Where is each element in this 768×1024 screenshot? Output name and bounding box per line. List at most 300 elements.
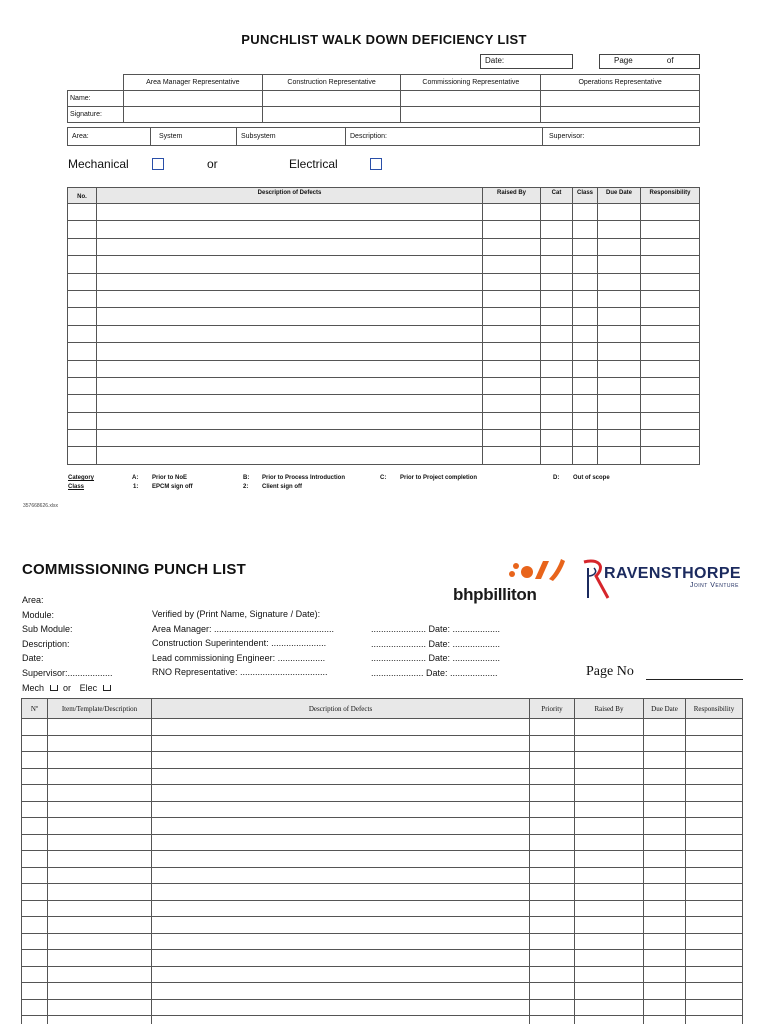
mech-checkbox[interactable] xyxy=(50,685,58,691)
table-cell[interactable] xyxy=(152,966,530,983)
table-cell[interactable] xyxy=(97,343,483,360)
table-cell[interactable] xyxy=(530,917,575,934)
table-cell[interactable] xyxy=(641,395,700,412)
table-cell[interactable] xyxy=(483,343,541,360)
system-field[interactable]: System xyxy=(151,128,237,146)
table-cell[interactable] xyxy=(686,768,743,785)
table-cell[interactable] xyxy=(598,395,641,412)
table-cell[interactable] xyxy=(641,343,700,360)
table-cell[interactable] xyxy=(530,785,575,802)
role-lead-commissioning-engineer[interactable]: Lead commissioning Engineer: ................... xyxy=(152,652,326,663)
representatives-table xyxy=(67,74,700,123)
table-cell[interactable] xyxy=(541,395,573,412)
table-cell[interactable] xyxy=(644,950,686,967)
header-responsibility: Responsibility xyxy=(641,188,700,204)
table-cell[interactable] xyxy=(644,867,686,884)
table-cell[interactable] xyxy=(575,735,644,752)
table-cell[interactable] xyxy=(541,377,573,394)
table-cell[interactable] xyxy=(483,360,541,377)
table-cell[interactable] xyxy=(152,735,530,752)
table-cell[interactable] xyxy=(644,801,686,818)
table-cell[interactable] xyxy=(686,785,743,802)
table-cell[interactable] xyxy=(641,325,700,342)
table-cell[interactable] xyxy=(68,273,97,290)
or-label: or xyxy=(63,683,72,693)
legend-d-text: Out of scope xyxy=(573,475,610,481)
mechanical-label: Mechanical xyxy=(68,157,129,171)
table-cell[interactable] xyxy=(483,377,541,394)
table-cell[interactable] xyxy=(644,966,686,983)
defect-row xyxy=(68,377,700,394)
legend-1-key: 1: xyxy=(133,484,139,490)
table-cell[interactable] xyxy=(644,917,686,934)
table-cell[interactable] xyxy=(48,917,152,934)
table-cell[interactable] xyxy=(575,884,644,901)
table-cell[interactable] xyxy=(644,1016,686,1024)
table-cell[interactable] xyxy=(641,430,700,447)
table-cell[interactable] xyxy=(573,204,598,221)
table-cell[interactable] xyxy=(644,752,686,769)
date-field[interactable] xyxy=(480,54,573,69)
table-cell[interactable] xyxy=(22,768,48,785)
table-cell[interactable] xyxy=(22,851,48,868)
table-cell[interactable] xyxy=(530,867,575,884)
table-cell[interactable] xyxy=(641,221,700,238)
table-cell[interactable] xyxy=(541,221,573,238)
defect-row xyxy=(68,238,700,255)
table-cell[interactable] xyxy=(573,256,598,273)
table-cell[interactable] xyxy=(573,343,598,360)
table-cell[interactable] xyxy=(483,412,541,429)
table-cell[interactable] xyxy=(573,430,598,447)
table-cell[interactable] xyxy=(48,933,152,950)
defect-row xyxy=(68,325,700,342)
header-class: Class xyxy=(573,188,598,204)
table-cell[interactable] xyxy=(686,867,743,884)
table-cell[interactable] xyxy=(686,719,743,736)
table-cell[interactable] xyxy=(686,884,743,901)
mech-label: Mech xyxy=(22,683,45,693)
table-cell[interactable] xyxy=(573,221,598,238)
table-cell[interactable] xyxy=(22,719,48,736)
table-cell[interactable] xyxy=(530,999,575,1016)
table-cell[interactable] xyxy=(48,851,152,868)
table-cell[interactable] xyxy=(483,273,541,290)
table-cell[interactable] xyxy=(530,884,575,901)
signature-cell[interactable] xyxy=(262,107,401,123)
table-cell[interactable] xyxy=(541,343,573,360)
table-cell[interactable] xyxy=(22,834,48,851)
role-date-3[interactable]: ...................... Date: ................... xyxy=(371,653,501,664)
commissioning-defect-row xyxy=(22,933,743,950)
defects2-header-row xyxy=(22,699,743,719)
signature-row xyxy=(68,107,700,123)
table-cell[interactable] xyxy=(22,917,48,934)
table-cell[interactable] xyxy=(152,917,530,934)
table-cell[interactable] xyxy=(483,325,541,342)
table-cell[interactable] xyxy=(541,447,573,464)
table-cell[interactable] xyxy=(68,377,97,394)
table-cell[interactable] xyxy=(598,343,641,360)
table-cell[interactable] xyxy=(686,851,743,868)
table-cell[interactable] xyxy=(483,447,541,464)
table-cell[interactable] xyxy=(541,273,573,290)
table-cell[interactable] xyxy=(598,204,641,221)
table-cell[interactable] xyxy=(22,735,48,752)
legend-a-text: Prior to NoE xyxy=(152,475,188,481)
commissioning-defect-row xyxy=(22,1016,743,1024)
table-cell[interactable] xyxy=(573,412,598,429)
table-cell[interactable] xyxy=(575,752,644,769)
table-cell[interactable] xyxy=(598,430,641,447)
table-cell[interactable] xyxy=(483,238,541,255)
table-cell[interactable] xyxy=(644,933,686,950)
table-cell[interactable] xyxy=(68,325,97,342)
table-cell[interactable] xyxy=(541,360,573,377)
table-cell[interactable] xyxy=(575,818,644,835)
table-cell[interactable] xyxy=(541,290,573,307)
electrical-checkbox[interactable] xyxy=(370,158,382,170)
table-cell[interactable] xyxy=(152,719,530,736)
table-cell[interactable] xyxy=(530,900,575,917)
table-cell[interactable] xyxy=(573,308,598,325)
table-cell[interactable] xyxy=(541,204,573,221)
table-cell[interactable] xyxy=(152,900,530,917)
table-cell[interactable] xyxy=(598,412,641,429)
name-cell[interactable] xyxy=(123,91,262,107)
table-cell[interactable] xyxy=(22,884,48,901)
table-cell[interactable] xyxy=(641,256,700,273)
table-cell[interactable] xyxy=(573,377,598,394)
supervisor-label: Supervisor:.................. xyxy=(22,667,113,678)
table-cell[interactable] xyxy=(575,966,644,983)
role-date-4[interactable]: ..................... Date: ................... xyxy=(371,667,498,678)
table-cell[interactable] xyxy=(48,752,152,769)
table-cell[interactable] xyxy=(598,447,641,464)
subsystem-field[interactable]: Subsystem xyxy=(237,128,346,146)
table-cell[interactable] xyxy=(530,752,575,769)
table-cell[interactable] xyxy=(152,851,530,868)
table-cell[interactable] xyxy=(22,801,48,818)
table-cell[interactable] xyxy=(641,412,700,429)
table-cell[interactable] xyxy=(575,983,644,1000)
table-cell[interactable] xyxy=(22,1016,48,1024)
table-cell[interactable] xyxy=(575,900,644,917)
table-cell[interactable] xyxy=(48,768,152,785)
table-cell[interactable] xyxy=(48,785,152,802)
table-cell[interactable] xyxy=(97,377,483,394)
table-cell[interactable] xyxy=(573,360,598,377)
table-cell[interactable] xyxy=(575,801,644,818)
table-cell[interactable] xyxy=(48,1016,152,1024)
table-cell[interactable] xyxy=(68,308,97,325)
table-cell[interactable] xyxy=(686,752,743,769)
commissioning-defects-table xyxy=(21,698,743,1024)
table-cell[interactable] xyxy=(530,950,575,967)
table-cell[interactable] xyxy=(48,950,152,967)
table-cell[interactable] xyxy=(530,818,575,835)
table-cell[interactable] xyxy=(644,735,686,752)
table-cell[interactable] xyxy=(152,1016,530,1024)
table-cell[interactable] xyxy=(641,360,700,377)
table-cell[interactable] xyxy=(575,933,644,950)
category-label: Category xyxy=(68,475,95,481)
table-cell[interactable] xyxy=(530,1016,575,1024)
table-cell[interactable] xyxy=(483,430,541,447)
table-cell[interactable] xyxy=(641,204,700,221)
table-cell[interactable] xyxy=(68,430,97,447)
table-cell[interactable] xyxy=(530,851,575,868)
table-cell[interactable] xyxy=(641,447,700,464)
table-cell[interactable] xyxy=(68,221,97,238)
table-cell[interactable] xyxy=(48,966,152,983)
table-cell[interactable] xyxy=(575,834,644,851)
role-area-manager[interactable]: Area Manager: ................................................ xyxy=(152,623,335,634)
table-cell[interactable] xyxy=(530,719,575,736)
table-cell[interactable] xyxy=(575,719,644,736)
table-cell[interactable] xyxy=(644,719,686,736)
table-cell[interactable] xyxy=(68,204,97,221)
page-no-line[interactable] xyxy=(646,679,743,680)
table-cell[interactable] xyxy=(686,999,743,1016)
table-cell[interactable] xyxy=(97,256,483,273)
table-cell[interactable] xyxy=(686,801,743,818)
table-cell[interactable] xyxy=(97,325,483,342)
table-cell[interactable] xyxy=(22,933,48,950)
file-reference: 357668626.xlsx xyxy=(23,503,59,509)
table-cell[interactable] xyxy=(530,966,575,983)
table-cell[interactable] xyxy=(644,884,686,901)
table-cell[interactable] xyxy=(152,999,530,1016)
table-cell[interactable] xyxy=(541,238,573,255)
table-cell[interactable] xyxy=(644,818,686,835)
table-cell[interactable] xyxy=(152,768,530,785)
table-cell[interactable] xyxy=(598,308,641,325)
table-cell[interactable] xyxy=(97,360,483,377)
table-cell[interactable] xyxy=(644,851,686,868)
table-cell[interactable] xyxy=(641,290,700,307)
table-cell[interactable] xyxy=(575,917,644,934)
table-cell[interactable] xyxy=(644,900,686,917)
table-cell[interactable] xyxy=(598,221,641,238)
role-date-2[interactable]: ...................... Date: ................... xyxy=(371,638,501,649)
table-cell[interactable] xyxy=(641,238,700,255)
table-cell[interactable] xyxy=(644,983,686,1000)
table-cell[interactable] xyxy=(48,719,152,736)
table-cell[interactable] xyxy=(97,430,483,447)
table-cell[interactable] xyxy=(644,785,686,802)
table-cell[interactable] xyxy=(97,447,483,464)
table-cell[interactable] xyxy=(686,966,743,983)
table-cell[interactable] xyxy=(575,950,644,967)
role-rno-representative[interactable]: RNO Representative: ................................... xyxy=(152,667,328,678)
table-cell[interactable] xyxy=(686,834,743,851)
mech-elec-row xyxy=(22,681,114,696)
name-cell[interactable] xyxy=(401,91,541,107)
table-cell[interactable] xyxy=(530,768,575,785)
table-cell[interactable] xyxy=(573,290,598,307)
table-cell[interactable] xyxy=(48,834,152,851)
table-cell[interactable] xyxy=(598,256,641,273)
table-cell[interactable] xyxy=(483,395,541,412)
table-cell[interactable] xyxy=(644,999,686,1016)
table-cell[interactable] xyxy=(575,867,644,884)
bhp-swirl-icon xyxy=(505,555,565,583)
table-cell[interactable] xyxy=(686,917,743,934)
commissioning-defect-row xyxy=(22,999,743,1016)
description-field[interactable]: Description: xyxy=(346,128,543,146)
ravensthorpe-wordmark: RAVENSTHORPE xyxy=(604,565,741,582)
name-label: Name: xyxy=(68,91,124,107)
table-cell[interactable] xyxy=(68,447,97,464)
table-cell[interactable] xyxy=(152,950,530,967)
table-cell[interactable] xyxy=(97,308,483,325)
verified-by-section xyxy=(152,607,334,680)
role-construction-superintendent[interactable]: Construction Superintendent: ...................... xyxy=(152,638,327,649)
table-cell[interactable] xyxy=(598,360,641,377)
table-cell[interactable] xyxy=(530,933,575,950)
table-cell[interactable] xyxy=(686,818,743,835)
supervisor-field[interactable]: Supervisor: xyxy=(543,128,700,146)
defect-row xyxy=(68,221,700,238)
table-cell[interactable] xyxy=(483,256,541,273)
mechanical-checkbox[interactable] xyxy=(152,158,164,170)
signature-cell[interactable] xyxy=(541,107,700,123)
table-cell[interactable] xyxy=(541,412,573,429)
elec-label: Elec xyxy=(79,683,98,693)
table-cell[interactable] xyxy=(97,221,483,238)
table-cell[interactable] xyxy=(483,204,541,221)
table-cell[interactable] xyxy=(575,1016,644,1024)
defect-row xyxy=(68,204,700,221)
table-cell[interactable] xyxy=(644,768,686,785)
table-cell[interactable] xyxy=(22,966,48,983)
table-cell[interactable] xyxy=(573,273,598,290)
table-cell[interactable] xyxy=(483,290,541,307)
table-cell[interactable] xyxy=(22,999,48,1016)
table-cell[interactable] xyxy=(530,735,575,752)
table-cell[interactable] xyxy=(573,395,598,412)
name-cell[interactable] xyxy=(262,91,401,107)
verified-by-label: Verified by (Print Name, Signature / Date): xyxy=(152,609,321,619)
commissioning-defect-row xyxy=(22,950,743,967)
table-cell[interactable] xyxy=(573,447,598,464)
name-cell[interactable] xyxy=(541,91,700,107)
table-cell[interactable] xyxy=(541,430,573,447)
table-cell[interactable] xyxy=(598,325,641,342)
header-description-of-defects: Description of Defects xyxy=(152,699,530,719)
table-cell[interactable] xyxy=(68,256,97,273)
table-cell[interactable] xyxy=(97,412,483,429)
table-cell[interactable] xyxy=(686,1016,743,1024)
table-cell[interactable] xyxy=(152,867,530,884)
table-cell[interactable] xyxy=(575,785,644,802)
table-cell[interactable] xyxy=(530,983,575,1000)
table-cell[interactable] xyxy=(598,290,641,307)
table-cell[interactable] xyxy=(686,735,743,752)
table-cell[interactable] xyxy=(152,785,530,802)
table-cell[interactable] xyxy=(575,999,644,1016)
table-cell[interactable] xyxy=(541,256,573,273)
table-cell[interactable] xyxy=(573,325,598,342)
table-cell[interactable] xyxy=(530,801,575,818)
table-cell[interactable] xyxy=(541,308,573,325)
table-cell[interactable] xyxy=(97,290,483,307)
table-cell[interactable] xyxy=(48,900,152,917)
table-cell[interactable] xyxy=(641,377,700,394)
table-cell[interactable] xyxy=(22,950,48,967)
table-cell[interactable] xyxy=(152,983,530,1000)
table-cell[interactable] xyxy=(686,983,743,1000)
elec-checkbox[interactable] xyxy=(103,685,111,691)
table-cell[interactable] xyxy=(483,221,541,238)
table-cell[interactable] xyxy=(686,950,743,967)
table-cell[interactable] xyxy=(48,735,152,752)
table-cell[interactable] xyxy=(152,933,530,950)
table-cell[interactable] xyxy=(97,395,483,412)
table-cell[interactable] xyxy=(530,834,575,851)
table-cell[interactable] xyxy=(575,851,644,868)
table-cell[interactable] xyxy=(68,395,97,412)
table-cell[interactable] xyxy=(22,867,48,884)
role-date-1[interactable]: ...................... Date: ................... xyxy=(371,624,501,634)
header-cat: Cat xyxy=(541,188,573,204)
table-cell[interactable] xyxy=(573,238,598,255)
table-cell[interactable] xyxy=(48,983,152,1000)
table-cell[interactable] xyxy=(22,983,48,1000)
table-cell[interactable] xyxy=(483,308,541,325)
table-cell[interactable] xyxy=(68,343,97,360)
table-cell[interactable] xyxy=(598,377,641,394)
table-cell[interactable] xyxy=(97,273,483,290)
table-cell[interactable] xyxy=(48,884,152,901)
table-cell[interactable] xyxy=(686,933,743,950)
table-cell[interactable] xyxy=(97,238,483,255)
table-cell[interactable] xyxy=(97,204,483,221)
table-cell[interactable] xyxy=(641,273,700,290)
table-cell[interactable] xyxy=(152,801,530,818)
table-cell[interactable] xyxy=(22,900,48,917)
table-cell[interactable] xyxy=(644,834,686,851)
table-cell[interactable] xyxy=(152,834,530,851)
table-cell[interactable] xyxy=(575,768,644,785)
table-cell[interactable] xyxy=(152,884,530,901)
table-cell[interactable] xyxy=(48,867,152,884)
table-cell[interactable] xyxy=(541,325,573,342)
table-cell[interactable] xyxy=(68,360,97,377)
table-cell[interactable] xyxy=(598,238,641,255)
signature-cell[interactable] xyxy=(123,107,262,123)
table-cell[interactable] xyxy=(68,290,97,307)
table-cell[interactable] xyxy=(48,818,152,835)
table-cell[interactable] xyxy=(641,308,700,325)
table-cell[interactable] xyxy=(152,752,530,769)
table-cell[interactable] xyxy=(48,801,152,818)
table-cell[interactable] xyxy=(22,818,48,835)
signature-cell[interactable] xyxy=(401,107,541,123)
table-cell[interactable] xyxy=(48,999,152,1016)
table-cell[interactable] xyxy=(22,752,48,769)
table-cell[interactable] xyxy=(68,238,97,255)
table-cell[interactable] xyxy=(68,412,97,429)
table-cell[interactable] xyxy=(686,900,743,917)
table-cell[interactable] xyxy=(22,785,48,802)
area-field[interactable]: Area: xyxy=(68,128,151,146)
page-field[interactable] xyxy=(599,54,700,69)
of-label: of xyxy=(666,56,674,65)
table-cell[interactable] xyxy=(152,818,530,835)
table-cell[interactable] xyxy=(598,273,641,290)
